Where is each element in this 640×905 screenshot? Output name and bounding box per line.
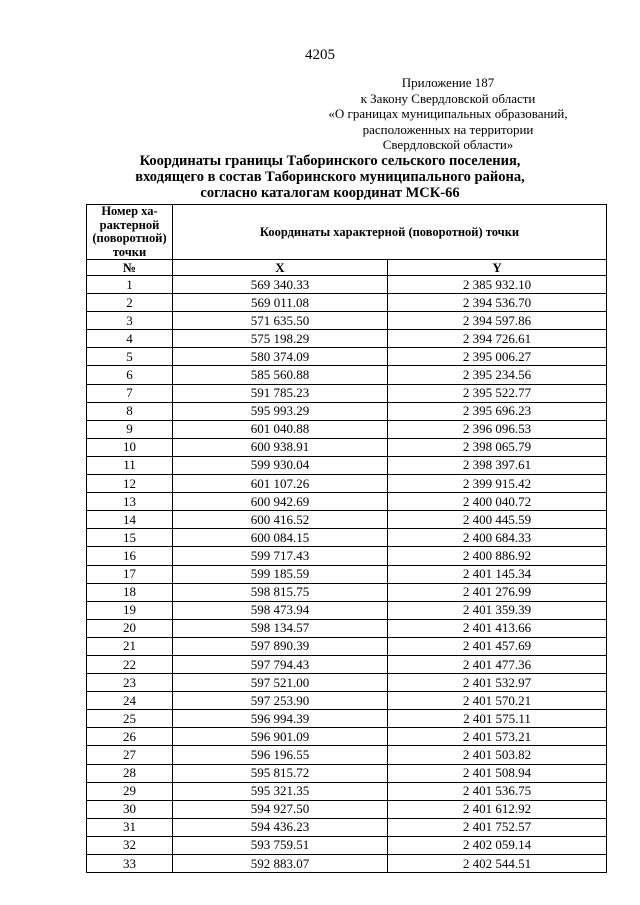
- table-row: [87, 312, 607, 330]
- point-number-cell: 18: [87, 583, 173, 601]
- y-coordinate-cell: 2 401 612.92: [388, 800, 607, 818]
- y-coordinate-cell: 2 385 932.10: [388, 276, 607, 294]
- point-number-cell: 17: [87, 565, 173, 583]
- y-coordinate-cell: 2 396 096.53: [388, 420, 607, 438]
- x-coordinate-cell: 596 901.09: [173, 728, 388, 746]
- table-row: [87, 348, 607, 366]
- y-coordinate-cell: 2 401 457.69: [388, 637, 607, 655]
- page-number: 4205: [305, 47, 335, 63]
- point-number-cell: 33: [87, 855, 173, 873]
- x-coordinate-cell: 598 473.94: [173, 601, 388, 619]
- x-coordinate-cell: 569 340.33: [173, 276, 388, 294]
- point-number-cell: 3: [87, 312, 173, 330]
- document-title: [60, 153, 600, 201]
- appendix-line: расположенных на территории: [362, 121, 534, 137]
- point-number-cell: 1: [87, 276, 173, 294]
- appendix-line: Приложение 187: [401, 75, 495, 90]
- point-number-cell: 23: [87, 674, 173, 692]
- table-row: [87, 655, 607, 673]
- x-coordinate-cell: 594 436.23: [173, 818, 388, 836]
- table-row: [87, 583, 607, 601]
- x-coordinate-cell: 594 927.50: [173, 800, 388, 818]
- y-coordinate-cell: 2 401 503.82: [388, 746, 607, 764]
- table-row: [87, 637, 607, 655]
- table-row: [87, 619, 607, 637]
- point-number-cell: 16: [87, 547, 173, 565]
- y-coordinate-cell: 2 402 544.51: [388, 855, 607, 873]
- x-coordinate-cell: 569 011.08: [173, 294, 388, 312]
- y-coordinate-cell: 2 401 508.94: [388, 764, 607, 782]
- point-number-cell: 15: [87, 529, 173, 547]
- y-coordinate-cell: 2 400 886.92: [388, 547, 607, 565]
- x-coordinate-cell: 599 930.04: [173, 456, 388, 474]
- x-coordinate-cell: 591 785.23: [173, 384, 388, 402]
- coordinates-table: [86, 204, 607, 873]
- table-row: [87, 456, 607, 474]
- x-coordinate-cell: 571 635.50: [173, 312, 388, 330]
- point-number-cell: 28: [87, 764, 173, 782]
- y-coordinate-cell: 2 401 570.21: [388, 692, 607, 710]
- x-coordinate-cell: 600 084.15: [173, 529, 388, 547]
- table-row: [87, 511, 607, 529]
- point-number-cell: 24: [87, 692, 173, 710]
- y-coordinate-cell: 2 395 522.77: [388, 384, 607, 402]
- y-coordinate-cell: 2 394 726.61: [388, 330, 607, 348]
- x-coordinate-cell: 600 942.69: [173, 493, 388, 511]
- point-number-cell: 21: [87, 637, 173, 655]
- point-number-cell: 6: [87, 366, 173, 384]
- y-coordinate-cell: 2 400 040.72: [388, 493, 607, 511]
- point-number-cell: 4: [87, 330, 173, 348]
- table-row: [87, 402, 607, 420]
- x-coordinate-cell: 595 321.35: [173, 782, 388, 800]
- y-coordinate-cell: 2 401 276.99: [388, 583, 607, 601]
- table-row: [87, 529, 607, 547]
- y-coordinate-cell: 2 401 573.21: [388, 728, 607, 746]
- table-row: [87, 547, 607, 565]
- x-coordinate-cell: 601 040.88: [173, 420, 388, 438]
- y-coordinate-cell: 2 398 397.61: [388, 456, 607, 474]
- table-row: [87, 800, 607, 818]
- y-coordinate-cell: 2 395 696.23: [388, 402, 607, 420]
- y-coordinate-cell: 2 402 059.14: [388, 836, 607, 854]
- point-number-cell: 22: [87, 655, 173, 673]
- point-number-cell: 30: [87, 800, 173, 818]
- x-coordinate-cell: 598 815.75: [173, 583, 388, 601]
- point-number-cell: 2: [87, 294, 173, 312]
- x-coordinate-cell: 596 196.55: [173, 746, 388, 764]
- table-row: [87, 384, 607, 402]
- y-coordinate-cell: 2 401 413.66: [388, 619, 607, 637]
- appendix-line: «О границах муниципальных образований,: [328, 106, 568, 121]
- point-number-cell: 12: [87, 475, 173, 493]
- table-row: [87, 276, 607, 294]
- y-coordinate-cell: 2 401 752.57: [388, 818, 607, 836]
- y-coordinate-cell: 2 398 065.79: [388, 438, 607, 456]
- table-row: [87, 818, 607, 836]
- appendix-block: [320, 75, 576, 153]
- table-row: [87, 692, 607, 710]
- point-number-cell: 32: [87, 836, 173, 854]
- y-coordinate-cell: 2 400 684.33: [388, 529, 607, 547]
- y-coordinate-cell: 2 394 536.70: [388, 294, 607, 312]
- y-coordinate-cell: 2 395 234.56: [388, 366, 607, 384]
- table-row: [87, 836, 607, 854]
- table-row: [87, 782, 607, 800]
- x-coordinate-cell: 597 890.39: [173, 637, 388, 655]
- table-row: [87, 565, 607, 583]
- title-line: входящего в состав Таборинского муниципального района,: [135, 169, 525, 185]
- y-coordinate-cell: 2 401 536.75: [388, 782, 607, 800]
- y-coordinate-cell: 2 401 145.34: [388, 565, 607, 583]
- table-row: [87, 674, 607, 692]
- table-row: [87, 330, 607, 348]
- header-point-number: Номер ха-рактерной (поворотной) точки: [87, 205, 173, 260]
- x-coordinate-cell: 597 253.90: [173, 692, 388, 710]
- y-coordinate-cell: 2 401 477.36: [388, 655, 607, 673]
- x-coordinate-cell: 595 993.29: [173, 402, 388, 420]
- table-row: [87, 728, 607, 746]
- x-coordinate-cell: 598 134.57: [173, 619, 388, 637]
- x-coordinate-cell: 592 883.07: [173, 855, 388, 873]
- x-coordinate-cell: 599 185.59: [173, 565, 388, 583]
- point-number-cell: 20: [87, 619, 173, 637]
- x-coordinate-cell: 593 759.51: [173, 836, 388, 854]
- header-coordinates: Координаты характерной (поворотной) точки: [173, 205, 607, 260]
- point-number-cell: 8: [87, 402, 173, 420]
- y-coordinate-cell: 2 395 006.27: [388, 348, 607, 366]
- x-coordinate-cell: 596 994.39: [173, 710, 388, 728]
- point-number-cell: 27: [87, 746, 173, 764]
- table-row: [87, 855, 607, 873]
- appendix-line: к Закону Свердловской области: [360, 90, 536, 106]
- point-number-cell: 31: [87, 818, 173, 836]
- table-row: [87, 746, 607, 764]
- point-number-cell: 7: [87, 384, 173, 402]
- point-number-cell: 14: [87, 511, 173, 529]
- point-number-cell: 19: [87, 601, 173, 619]
- point-number-cell: 29: [87, 782, 173, 800]
- title-line: Координаты границы Таборинского сельского поселения,: [139, 153, 521, 169]
- table-row: [87, 710, 607, 728]
- x-coordinate-cell: 597 794.43: [173, 655, 388, 673]
- x-coordinate-cell: 599 717.43: [173, 547, 388, 565]
- table-row: [87, 438, 607, 456]
- point-number-cell: 5: [87, 348, 173, 366]
- y-coordinate-cell: 2 399 915.42: [388, 475, 607, 493]
- x-coordinate-cell: 597 521.00: [173, 674, 388, 692]
- y-coordinate-cell: 2 401 575.11: [388, 710, 607, 728]
- table-row: [87, 420, 607, 438]
- point-number-cell: 10: [87, 438, 173, 456]
- y-coordinate-cell: 2 400 445.59: [388, 511, 607, 529]
- y-coordinate-cell: 2 401 532.97: [388, 674, 607, 692]
- table-row: [87, 366, 607, 384]
- subheader-y: Y: [388, 260, 607, 276]
- x-coordinate-cell: 580 374.09: [173, 348, 388, 366]
- x-coordinate-cell: 575 198.29: [173, 330, 388, 348]
- table-row: [87, 294, 607, 312]
- x-coordinate-cell: 600 416.52: [173, 511, 388, 529]
- subheader-x: X: [173, 260, 388, 276]
- title-line: согласно каталогам координат МСК-66: [200, 185, 460, 201]
- point-number-cell: 25: [87, 710, 173, 728]
- point-number-cell: 9: [87, 420, 173, 438]
- point-number-cell: 26: [87, 728, 173, 746]
- point-number-cell: 13: [87, 493, 173, 511]
- y-coordinate-cell: 2 401 359.39: [388, 601, 607, 619]
- x-coordinate-cell: 600 938.91: [173, 438, 388, 456]
- table-row: [87, 601, 607, 619]
- x-coordinate-cell: 595 815.72: [173, 764, 388, 782]
- y-coordinate-cell: 2 394 597.86: [388, 312, 607, 330]
- table-row: [87, 764, 607, 782]
- subheader-number: №: [87, 260, 173, 276]
- point-number-cell: 11: [87, 456, 173, 474]
- x-coordinate-cell: 585 560.88: [173, 366, 388, 384]
- table-row: [87, 475, 607, 493]
- table-row: [87, 493, 607, 511]
- x-coordinate-cell: 601 107.26: [173, 475, 388, 493]
- appendix-line: Свердловской области»: [382, 137, 514, 152]
